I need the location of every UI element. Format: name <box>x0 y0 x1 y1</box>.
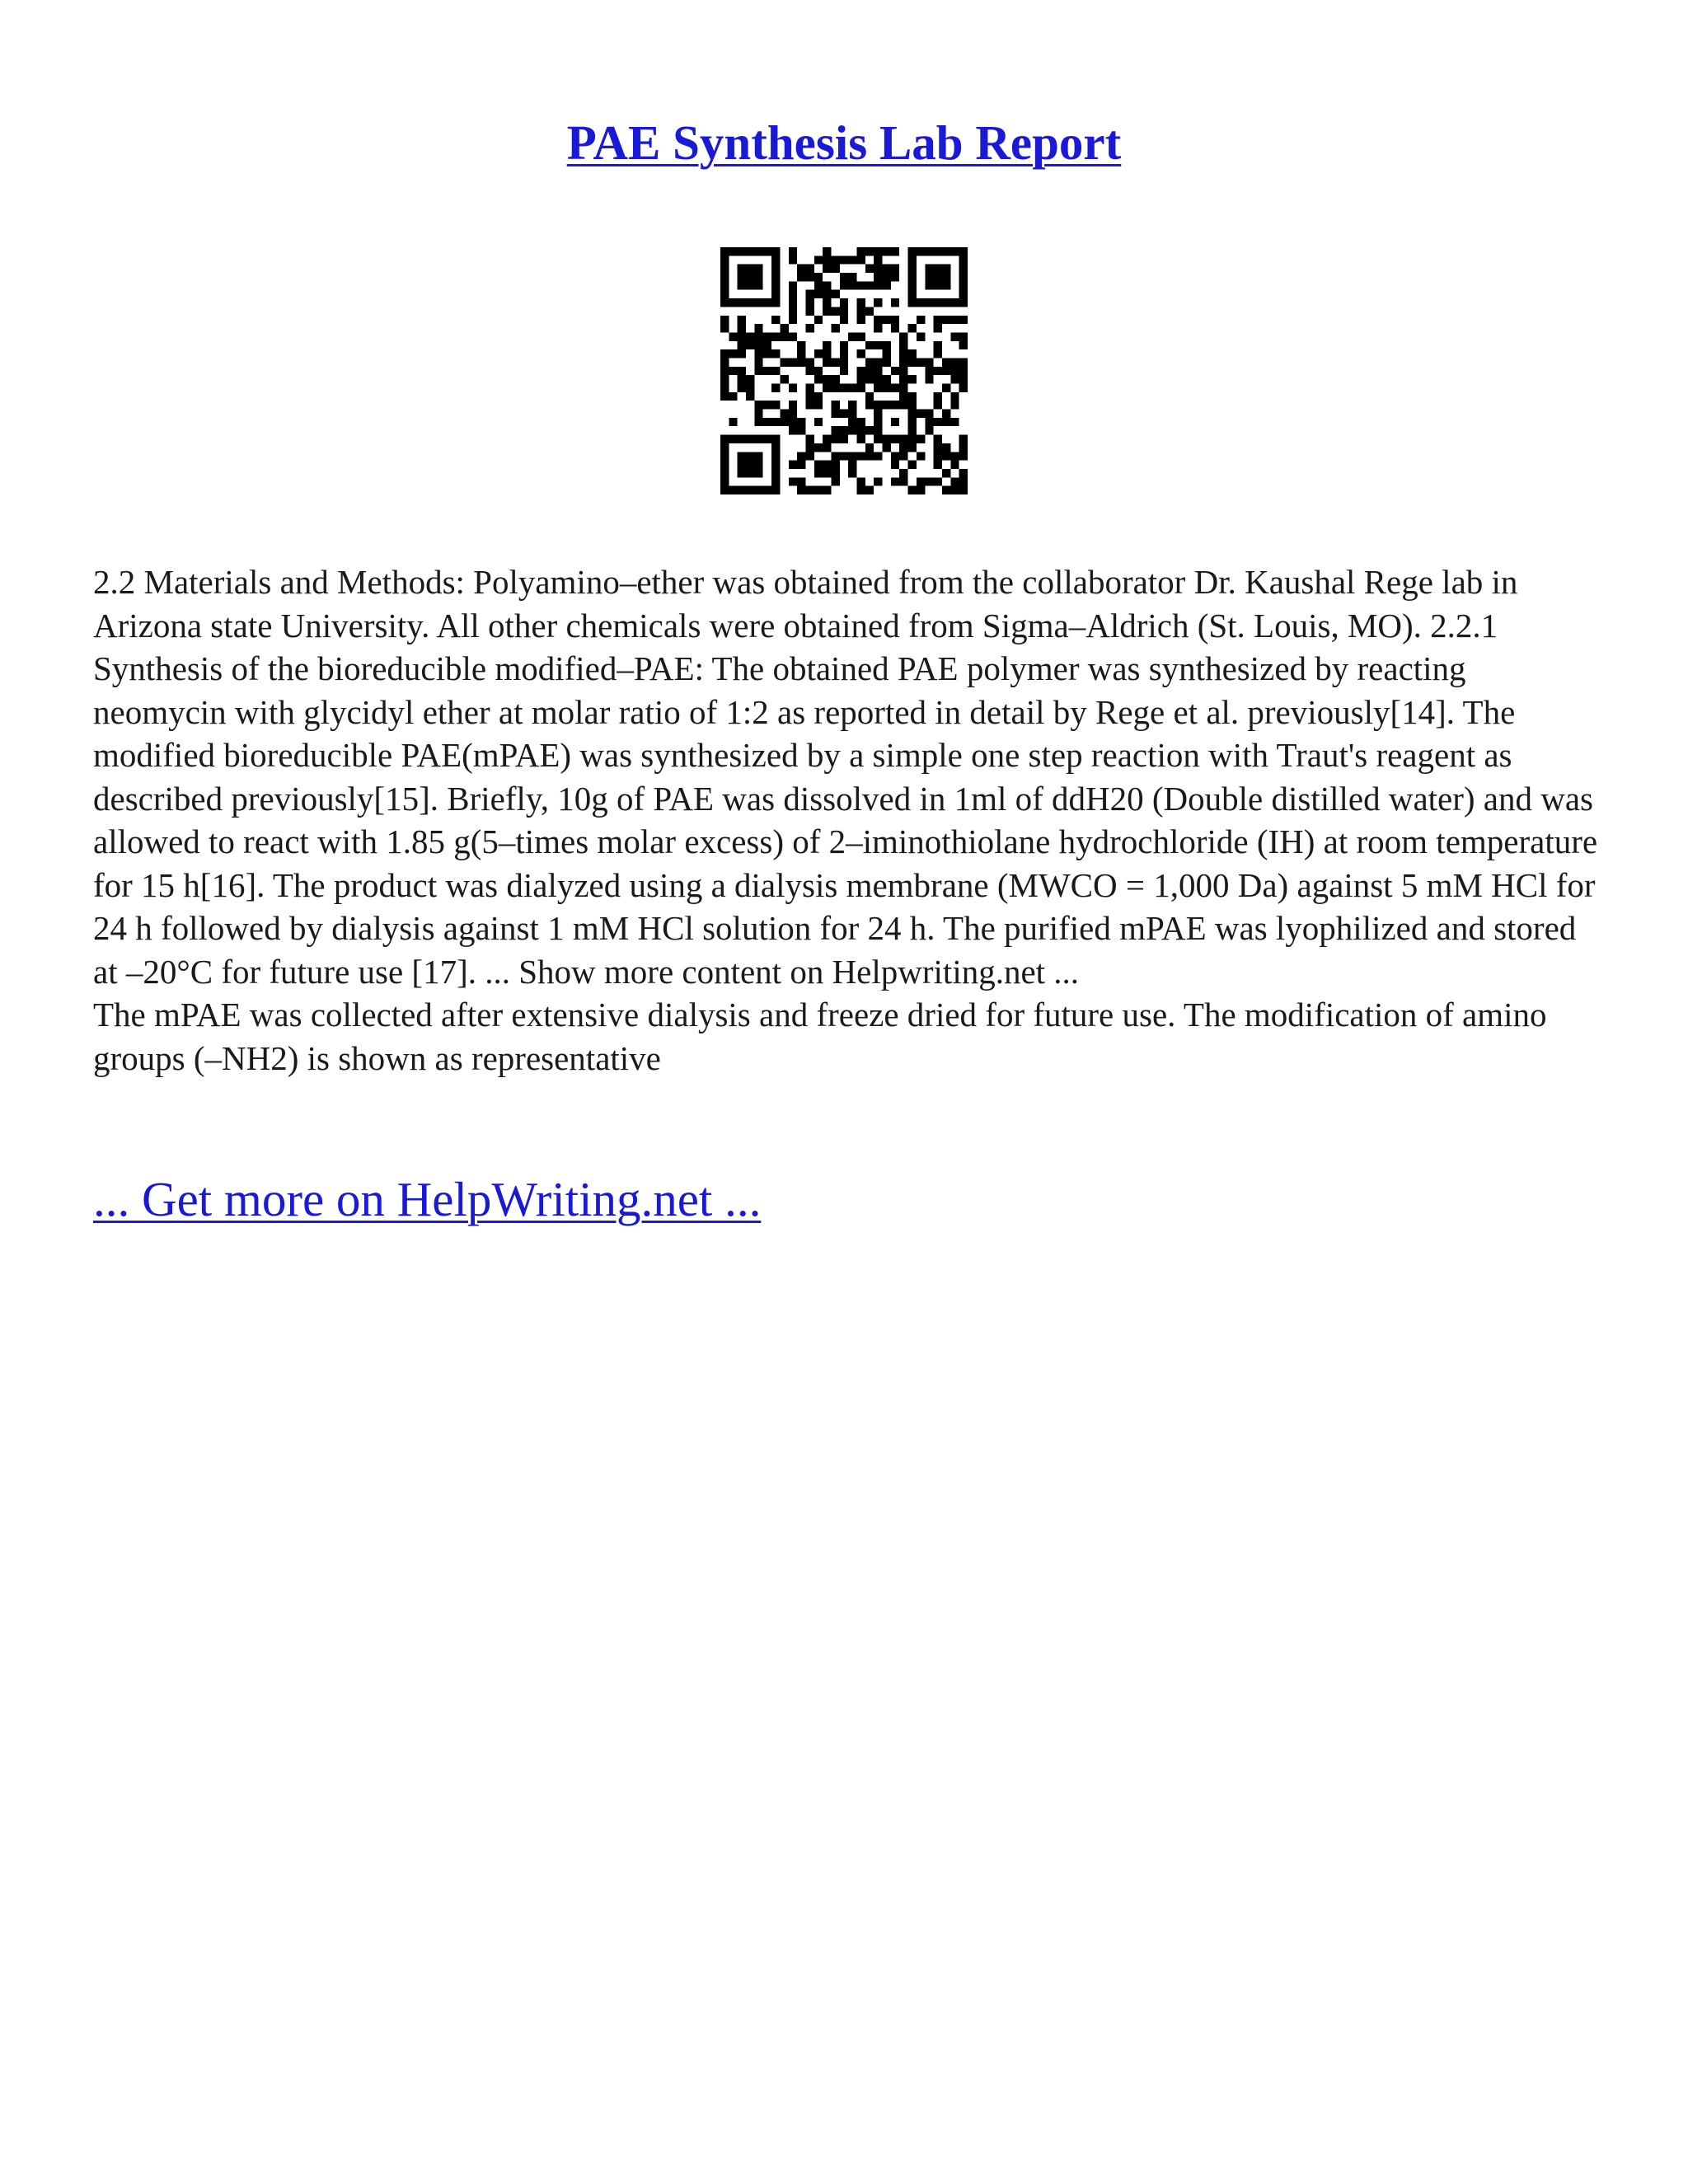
page-title <box>0 114 1688 172</box>
report-body <box>93 560 1601 1080</box>
get-more-link-container <box>93 1170 761 1229</box>
body-paragraph: 2.2 Materials and Methods: Polyamino–ether was obtained from the collaborator Dr. Kaushal Rege lab in Arizona state University. All other chemicals were obtained from Sigma–Aldrich (St. Louis, MO). 2.2.1 Synthesis of the bioreducible modified–PAE: The obtained PAE polymer was synthesized by reacting neomycin with glycidyl ether at molar ratio of 1:2 as reported in detail by Rege et al. previously[14]. The modified bioreducible PAE(mPAE) was synthesized by a simple one step reaction with Traut's reagent as described previously[15]. Briefly, 10g of PAE was dissolved in 1ml of ddH20 (Double distilled water) and was allowed to react with 1.85 g(5–times molar excess) of 2–iminothiolane hydrochloride (IH) at room temperature for 15 h[16]. The product was dialyzed using a dialysis membrane (MWCO = 1,000 Da) against 5 mM HCl for 24 h followed by dialysis against 1 mM HCl solution for 24 h. The purified mPAE was lyophilized and stored at –20°C for future use [17]. ... Show more content on Helpwriting.net ... <box>93 563 1598 991</box>
body-paragraph: The mPAE was collected after extensive dialysis and freeze dried for future use. The modification of amino groups (–NH2) is shown as representative <box>93 996 1547 1077</box>
get-more-link[interactable]: ... Get more on HelpWriting.net ... <box>93 1172 762 1226</box>
title-link[interactable]: PAE Synthesis Lab Report <box>566 115 1122 170</box>
qr-code-icon <box>720 247 968 494</box>
